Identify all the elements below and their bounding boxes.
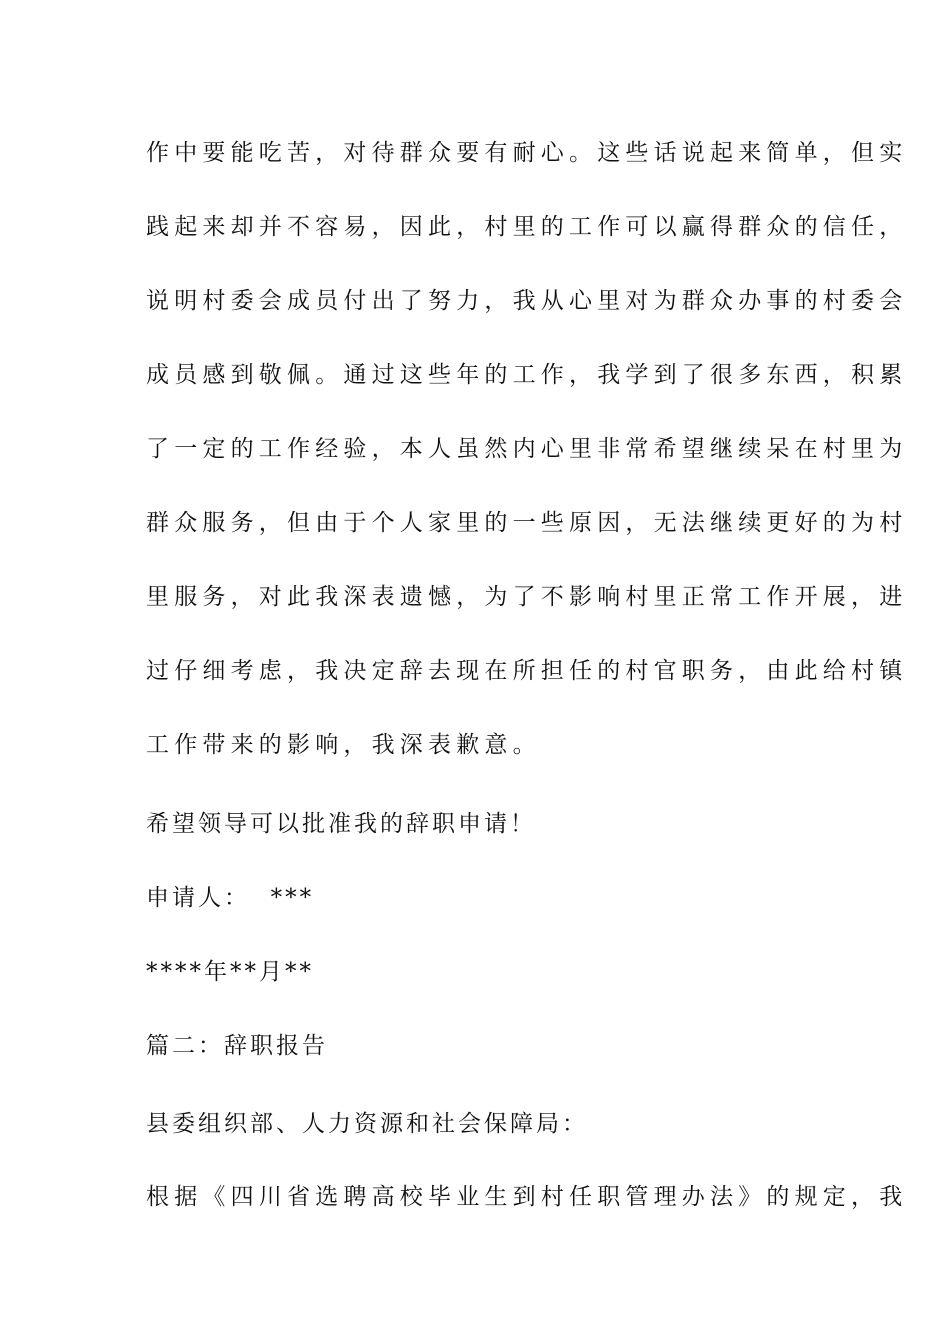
addressee-line: 县委组织部、人力资源和社会保障局： — [146, 1111, 588, 1137]
paragraph-line: 成员感到敬佩。通过这些年的工作，我学到了很多东西，积累 — [146, 362, 908, 388]
paragraph-line: 里服务，对此我深表遗憾，为了不影响村里正常工作开展，进 — [146, 584, 908, 610]
paragraph-line: 群众服务，但由于个人家里的一些原因，无法继续更好的为村 — [146, 510, 908, 536]
paragraph-line: 说明村委会成员付出了努力，我从心里对为群众办事的村委会 — [146, 288, 908, 314]
section-heading: 篇二：辞职报告 — [146, 1033, 328, 1059]
paragraph-line: 过仔细考虑，我决定辞去现在所担任的村官职务，由此给村镇 — [146, 658, 908, 684]
paragraph-line: 工作带来的影响，我深表歉意。 — [146, 732, 541, 758]
paragraph-line: 践起来却并不容易，因此，村里的工作可以赢得群众的信任， — [146, 214, 908, 240]
date-line: ****年**月** — [146, 959, 314, 985]
paragraph-line: 了一定的工作经验，本人虽然内心里非常希望继续呆在村里为 — [146, 436, 908, 462]
paragraph-line: 作中要能吃苦，对待群众要有耐心。这些话说起来简单，但实 — [146, 140, 908, 166]
closing-request: 希望领导可以批准我的辞职申请！ — [146, 811, 536, 837]
applicant-line: 申请人： *** — [146, 885, 315, 911]
paragraph-line: 根据《四川省选聘高校毕业生到村任职管理办法》的规定，我 — [146, 1184, 908, 1210]
